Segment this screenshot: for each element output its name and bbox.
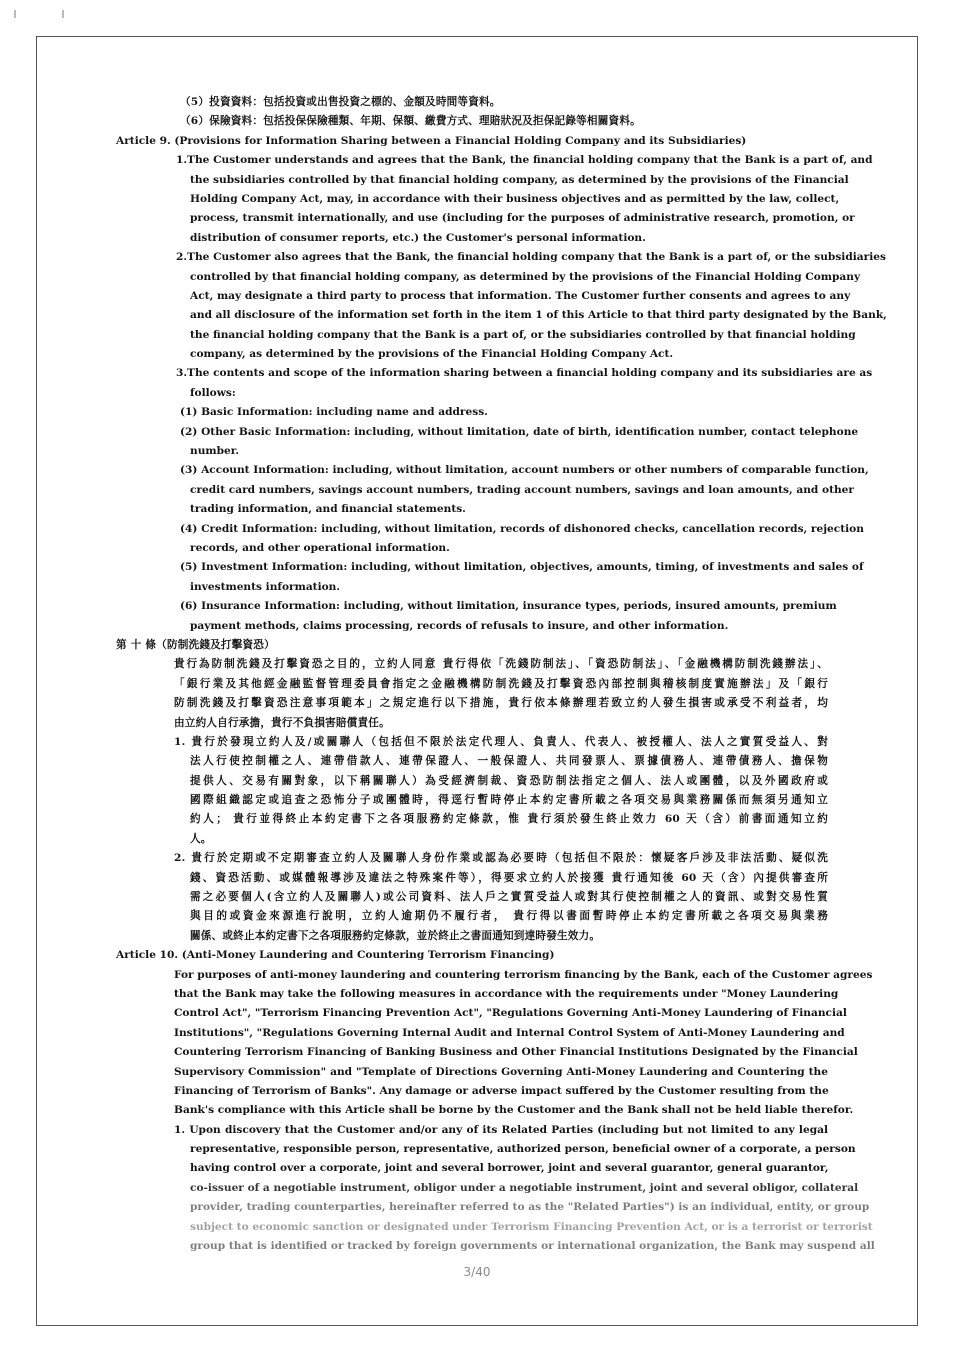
text-line: 2.The Customer also agrees that the Bank, the financial holding company that the Bank is a part of, or the subsidiaries bbox=[176, 251, 886, 264]
text-line: 錢、資恐活動、或媒體報導涉及違法之特殊案件等），得要求立約人於接獲 貴行通知後 60 天（含）內提供審查所 bbox=[190, 871, 828, 884]
text-line: (2) Other Basic Information: including, without limitation, date of birth, identification number, contact telephone bbox=[180, 425, 859, 438]
text-line: 法人行使控制權之人、連帶借款人、連帶保證人、一般保證人、共同發票人、票據債務人、連帶債務人、擔保物 bbox=[190, 755, 828, 768]
text-line: 人。 bbox=[190, 832, 212, 845]
text-line: Control Act", "Terrorism Financing Prevention Act", "Regulations Governing Anti-Money Laundering of Financial bbox=[174, 1007, 847, 1020]
text-line: trading information, and financial statements. bbox=[190, 503, 466, 516]
text-line: 1. 貴行於發現立約人及/或關聯人（包括但不限於法定代理人、負責人、代表人、被授權人、法人之實質受益人、對 bbox=[174, 735, 828, 748]
text-line: 1. Upon discovery that the Customer and/or any of its Related Parties (including but not limited to any legal bbox=[174, 1123, 828, 1136]
text-line: (4) Credit Information: including, without limitation, records of dishonored checks, cancellation records, rejection bbox=[180, 522, 864, 535]
text-line: credit card numbers, savings account numbers, trading account numbers, savings and loan amounts, and other bbox=[190, 483, 854, 496]
text-line: follows: bbox=[190, 386, 236, 399]
text-line: 關係、或終止本約定書下之各項服務約定條款，並於終止之書面通知到達時發生效力。 bbox=[190, 929, 601, 942]
text-line: Countering Terrorism Financing of Banking Business and Other Financial Institutions Designated by the Financial bbox=[174, 1046, 858, 1059]
text-line: 第 十 條（防制洗錢及打擊資恐） bbox=[116, 638, 275, 651]
text-line: Holding Company Act, may, in accordance with their business objectives and as permitted by the law, collect, bbox=[190, 192, 840, 205]
text-line: and all disclosure of the information set forth in the item 1 of this Article to that third party designated by the Bank, bbox=[190, 309, 887, 322]
text-line: 貴行為防制洗錢及打擊資恐之目的，立約人同意 貴行得依「洗錢防制法」、「資恐防制法」、「金融機構防制洗錢辦法」、 bbox=[174, 658, 828, 671]
text-line: 2. 貴行於定期或不定期審查立約人及關聯人身份作業或認為必要時（包括但不限於：懷疑客戶涉及非法活動、疑似洗 bbox=[174, 852, 828, 865]
text-line: (3) Account Information: including, without limitation, account numbers or other numbers of comparable function, bbox=[180, 464, 869, 477]
text-line: (6) Insurance Information: including, without limitation, insurance types, periods, insured amounts, premium bbox=[180, 600, 837, 613]
text-line: Article 9. (Provisions for Information Sharing between a Financial Holding Company and its Subsidiaries) bbox=[116, 134, 747, 147]
text-line: that the Bank may take the following measures in accordance with the requirements under "Money Laundering bbox=[174, 987, 839, 1000]
text-line: Financing of Terrorism of Banks". Any damage or adverse impact suffered by the Customer resulting from the bbox=[174, 1084, 829, 1097]
text-line: For purposes of anti-money laundering and countering terrorism financing by the Bank, each of the Customer agrees bbox=[174, 968, 873, 981]
text-line: distribution of consumer reports, etc.) the Customer's personal information. bbox=[190, 231, 646, 244]
text-line: Institutions", "Regulations Governing Internal Audit and Internal Control System of Anti-Money Laundering and bbox=[174, 1026, 845, 1039]
text-line: （6）保險資料：包括投保保險種類、年期、保額、繳費方式、理賠狀況及拒保記錄等相關資料。 bbox=[180, 115, 641, 128]
text-line: Supervisory Commission" and "Template of Directions Governing Anti-Money Laundering and Countering the bbox=[174, 1065, 828, 1078]
text-line: the subsidiaries controlled by that financial holding company, as determined by the provisions of the Financial bbox=[190, 173, 849, 186]
scan-mark bbox=[14, 10, 16, 18]
text-line: having control over a corporate, joint and several borrower, joint and several guarantor, general guarantor, bbox=[190, 1162, 829, 1175]
text-line: (5) Investment Information: including, without limitation, objectives, amounts, timing, of investments and sales of bbox=[180, 561, 864, 574]
text-line: Act, may designate a third party to process that information. The Customer further consents and agrees to any bbox=[190, 289, 851, 302]
text-line: 防制洗錢及打擊資恐注意事項範本」之規定進行以下措施，貴行依本條辦理若致立約人發生損害或承受不利益者，均 bbox=[174, 697, 828, 710]
text-line: Bank's compliance with this Article shall be borne by the Customer and the Bank shall not be held liable therefor. bbox=[174, 1104, 854, 1117]
text-line: 國際組織認定或追查之恐怖分子或團體時，得逕行暫時停止本約定書所載之各項交易與業務關係而無須另通知立 bbox=[190, 794, 828, 807]
text-line: representative, responsible person, representative, authorized person, beneficial owner of a corporate, a person bbox=[190, 1143, 856, 1156]
text-line: 1.The Customer understands and agrees that the Bank, the financial holding company that the Bank is a part of, and bbox=[176, 154, 873, 167]
page-number: 3/40 bbox=[463, 1265, 491, 1279]
text-line: （5）投資資料：包括投資或出售投資之標的、金額及時間等資料。 bbox=[180, 96, 501, 108]
text-line: the financial holding company that the Bank is a part of, or the subsidiaries controlled by that financial holding bbox=[190, 328, 856, 341]
text-line: 提供人、交易有關對象，以下稱關聯人）為受經濟制裁、資恐防制法指定之個人、法人或團體，以及外國政府或 bbox=[190, 774, 828, 787]
text-line: number. bbox=[190, 445, 240, 458]
text-line: 「銀行業及其他經金融監督管理委員會指定之金融機構防制洗錢及打擊資恐內部控制與稽核制度實施辦法」及「銀行 bbox=[174, 677, 828, 690]
text-line: controlled by that financial holding company, as determined by the provisions of the Financial Holding Company bbox=[190, 270, 861, 283]
text-line: subject to economic sanction or designated under Terrorism Financing Prevention Act, or is a terrorist or terrorist bbox=[190, 1220, 873, 1233]
text-line: company, as determined by the provisions of the Financial Holding Company Act. bbox=[190, 348, 674, 361]
text-line: payment methods, claims processing, records of refusals to insure, and other information. bbox=[190, 619, 729, 632]
scan-mark bbox=[62, 10, 64, 18]
text-line: process, transmit internationally, and use (including for the purposes of administrative research, promotion, or bbox=[190, 212, 855, 225]
text-line: provider, trading counterparties, hereinafter referred to as the "Related Parties") is an individual, entity, or group bbox=[190, 1201, 870, 1214]
text-line: 3.The contents and scope of the information sharing between a financial holding company and its subsidiaries are as bbox=[176, 367, 873, 380]
text-line: (1) Basic Information: including name and address. bbox=[180, 406, 488, 419]
text-line: investments information. bbox=[190, 580, 341, 593]
text-line: group that is identified or tracked by foreign governments or international organization, the Bank may suspend all bbox=[190, 1240, 875, 1253]
text-line: Article 10. (Anti-Money Laundering and Countering Terrorism Financing) bbox=[116, 949, 555, 962]
text-line: 需之必要個人(含立約人及關聯人)或公司資料、法人戶之實質受益人或對其行使控制權之人的資訊、或對交易性質 bbox=[190, 891, 828, 904]
text-line: 由立約人自行承擔，貴行不負損害賠償責任。 bbox=[174, 716, 390, 729]
text-line: co-issuer of a negotiable instrument, obligor under a negotiable instrument, joint and several obligor, collateral bbox=[190, 1181, 859, 1194]
text-line: 與目的或資金來源進行說明，立約人逾期仍不履行者， 貴行得以書面暫時停止本約定書所載之各項交易與業務 bbox=[190, 910, 828, 923]
page-content bbox=[37, 93, 917, 1256]
text-line: records, and other operational information. bbox=[190, 541, 450, 554]
document-page bbox=[36, 36, 918, 1326]
text-line: 約人； 貴行並得終止本約定書下之各項服務約定條款，惟 貴行須於發生終止效力 60 天（含）前書面通知立約 bbox=[190, 813, 828, 826]
